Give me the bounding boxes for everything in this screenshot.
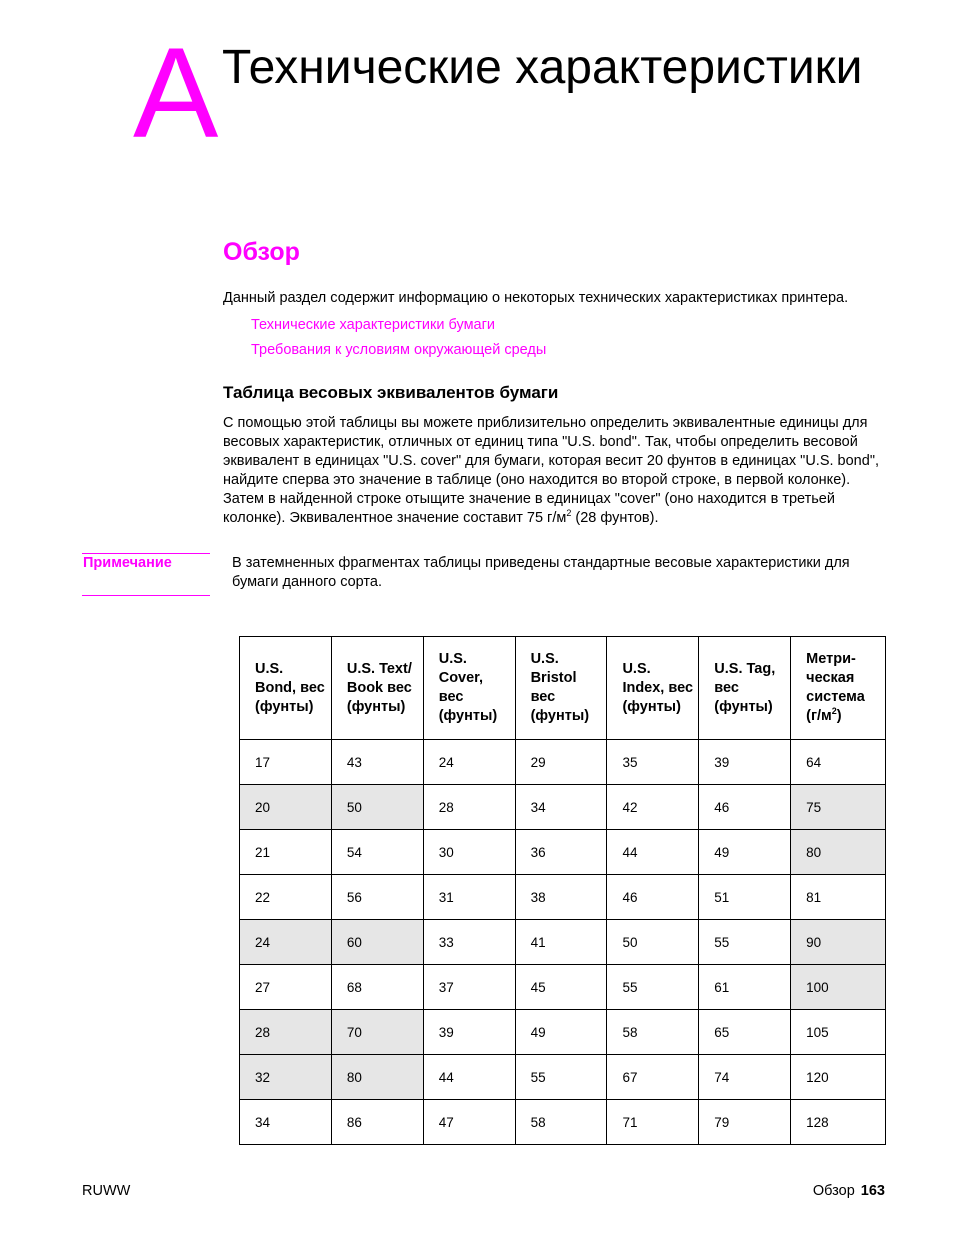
table-cell: 56: [331, 875, 423, 920]
table-cell: 79: [699, 1100, 791, 1145]
table-cell: 34: [240, 1100, 332, 1145]
footer-doc-id: RUWW: [82, 1183, 131, 1199]
table-cell: 20: [240, 785, 332, 830]
section-title: Обзор: [223, 238, 300, 266]
table-row: [240, 1055, 886, 1100]
table-cell: 70: [331, 1010, 423, 1055]
table-cell: 31: [423, 875, 515, 920]
table-cell: 29: [515, 740, 607, 785]
table-cell: 24: [423, 740, 515, 785]
table-cell: 17: [240, 740, 332, 785]
table-cell: 36: [515, 830, 607, 875]
header-us-text-book: U.S. Text/ Book вес (фунты): [331, 637, 423, 740]
table-cell: 65: [699, 1010, 791, 1055]
table-cell: 45: [515, 965, 607, 1010]
paragraph-superscript: 2: [566, 508, 572, 519]
chapter-title: Технические характеристики: [222, 41, 863, 94]
table-cell: 67: [607, 1055, 699, 1100]
table-cell: 39: [699, 740, 791, 785]
table-cell: 81: [791, 875, 886, 920]
note-label: Примечание: [83, 555, 172, 571]
link-environment-requirements[interactable]: Требования к условиям окружающей среды: [251, 342, 547, 358]
table-cell: 80: [791, 830, 886, 875]
table-cell: 49: [699, 830, 791, 875]
table-cell: 68: [331, 965, 423, 1010]
table-cell: 55: [699, 920, 791, 965]
table-cell: 46: [607, 875, 699, 920]
header-us-index: U.S. Index, вес (фунты): [607, 637, 699, 740]
section-intro: Данный раздел содержит информацию о некоторых технических характеристиках принтера.: [223, 290, 849, 306]
table-cell: 39: [423, 1010, 515, 1055]
table-cell: 71: [607, 1100, 699, 1145]
table-header-row: [240, 637, 886, 740]
table-cell: 75: [791, 785, 886, 830]
table-cell: 32: [240, 1055, 332, 1100]
table-cell: 35: [607, 740, 699, 785]
subsection-title: Таблица весовых эквивалентов бумаги: [223, 383, 559, 402]
table-cell: 128: [791, 1100, 886, 1145]
table-row: [240, 1100, 886, 1145]
table-cell: 46: [699, 785, 791, 830]
footer-page-number: 163: [860, 1183, 885, 1199]
table-cell: 100: [791, 965, 886, 1010]
table-cell: 38: [515, 875, 607, 920]
table-cell: 37: [423, 965, 515, 1010]
link-paper-specs[interactable]: Технические характеристики бумаги: [251, 317, 496, 333]
table-cell: 61: [699, 965, 791, 1010]
table-row: [240, 875, 886, 920]
note-text: В затемненных фрагментах таблицы приведены стандартные весовые характеристики для бумаги данного сорта.: [232, 555, 850, 590]
header-us-tag: U.S. Tag, вес (фунты): [699, 637, 791, 740]
table-row: [240, 785, 886, 830]
table-cell: 22: [240, 875, 332, 920]
table-cell: 49: [515, 1010, 607, 1055]
paper-weight-table: [239, 636, 886, 1145]
table-cell: 120: [791, 1055, 886, 1100]
paragraph-tail: (28 фунтов).: [571, 510, 659, 526]
subsection-paragraph: [223, 414, 893, 528]
table-cell: 21: [240, 830, 332, 875]
table-cell: 58: [607, 1010, 699, 1055]
note-rule-bottom: [82, 595, 210, 596]
table-cell: 64: [791, 740, 886, 785]
table-cell: 43: [331, 740, 423, 785]
table-row: [240, 920, 886, 965]
chapter-letter: A: [133, 22, 219, 165]
footer-section: Обзор: [812, 1183, 855, 1199]
table-body: [240, 740, 886, 1145]
note-rule-top: [82, 553, 210, 554]
table-cell: 28: [423, 785, 515, 830]
table-cell: 80: [331, 1055, 423, 1100]
table-cell: 42: [607, 785, 699, 830]
header-metric-sup: 2: [831, 706, 837, 717]
table-cell: 60: [331, 920, 423, 965]
paragraph-main: С помощью этой таблицы вы можете приблизительно определить эквивалентные единицы для весовых характеристик, отличных от единиц типа "U.S. bond". Так, чтобы определить весовой эквивалент в единицах "U.S. cover" для бумаги, которая весит 20 фунтов в единицах "U.S. bond", найдите сперва это значение в таблице (оно находится во второй строке, в первой колонке). Затем в найденной строке отыщите значение в единицах "cover" (оно находится в третьей колонке). Эквивалентное значение составит 75 г/м: [223, 415, 879, 526]
table-cell: 41: [515, 920, 607, 965]
header-us-bond: U.S. Bond, вес (фунты): [240, 637, 332, 740]
table-cell: 30: [423, 830, 515, 875]
header-us-bristol: U.S. Bristol вес (фунты): [515, 637, 607, 740]
table-cell: 54: [331, 830, 423, 875]
table-cell: 90: [791, 920, 886, 965]
table-cell: 50: [331, 785, 423, 830]
footer-page-info: [813, 1183, 885, 1199]
table-cell: 55: [515, 1055, 607, 1100]
header-us-cover: U.S. Cover, вес (фунты): [423, 637, 515, 740]
table-cell: 55: [607, 965, 699, 1010]
table-cell: 28: [240, 1010, 332, 1055]
table-cell: 74: [699, 1055, 791, 1100]
table-cell: 24: [240, 920, 332, 965]
table-row: [240, 740, 886, 785]
table-cell: 33: [423, 920, 515, 965]
header-metric-label: Метри- ческая система (г/м: [806, 651, 865, 724]
table-row: [240, 830, 886, 875]
table-row: [240, 1010, 886, 1055]
table-cell: 47: [423, 1100, 515, 1145]
header-metric: [791, 637, 886, 740]
table-cell: 34: [515, 785, 607, 830]
table-cell: 105: [791, 1010, 886, 1055]
table-row: [240, 965, 886, 1010]
table-cell: 44: [423, 1055, 515, 1100]
table-cell: 58: [515, 1100, 607, 1145]
header-metric-tail: ): [836, 708, 842, 724]
table-cell: 51: [699, 875, 791, 920]
table-cell: 86: [331, 1100, 423, 1145]
table-cell: 50: [607, 920, 699, 965]
table-cell: 27: [240, 965, 332, 1010]
table-cell: 44: [607, 830, 699, 875]
